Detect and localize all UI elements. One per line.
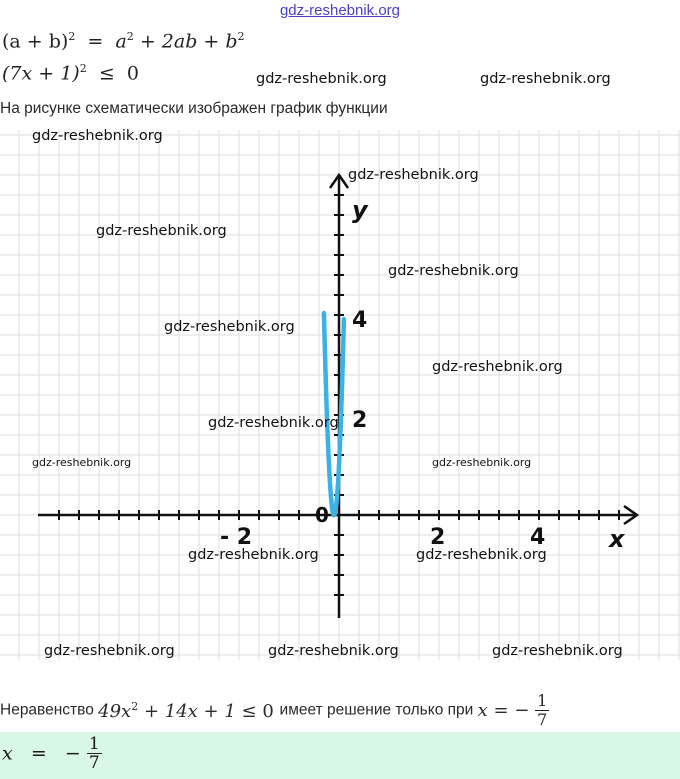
y-axis-label: y xyxy=(352,196,368,224)
formula-1-rhs-b-exp: 2 xyxy=(237,30,245,43)
answer-box xyxy=(0,732,680,779)
formula-1-lhs-exp: 2 xyxy=(68,30,76,43)
answer-eq: = xyxy=(30,742,47,765)
answer-sign: − xyxy=(64,742,81,765)
watermark: gdz-reshebnik.org xyxy=(96,223,227,239)
watermark: gdz-reshebnik.org xyxy=(208,415,339,431)
formula-1-rhs-a-exp: 2 xyxy=(126,30,134,43)
site-header-link[interactable]: gdz-reshebnik.org xyxy=(279,2,401,19)
watermark: gdz-reshebnik.org xyxy=(32,128,163,144)
watermark: gdz-reshebnik.org xyxy=(32,456,132,469)
x-axis-label: x xyxy=(609,525,625,553)
formula-2-rhs: 0 xyxy=(126,62,139,85)
parabola-curve xyxy=(324,313,344,515)
watermark: gdz-reshebnik.org xyxy=(188,547,319,563)
watermark: gdz-reshebnik.org xyxy=(348,167,479,183)
conclusion-middle: имеет решение только при xyxy=(279,701,474,719)
watermark: gdz-reshebnik.org xyxy=(164,319,295,335)
formula-1-rhs-a: a xyxy=(115,30,127,53)
watermark: gdz-reshebnik.org xyxy=(256,71,387,87)
conclusion-rhs: 0 xyxy=(262,700,274,722)
y-tick-label-4: 4 xyxy=(352,308,368,333)
answer-fraction xyxy=(87,735,102,772)
conclusion-numerator: 1 xyxy=(537,691,548,710)
watermark: gdz-reshebnik.org xyxy=(388,263,519,279)
formula-2-lhs: (7x + 1) xyxy=(2,62,80,85)
watermark: gdz-reshebnik.org xyxy=(44,643,175,659)
conclusion-sign: − xyxy=(514,700,530,721)
y-tick-label-2: 2 xyxy=(352,408,368,433)
x-tick-label-minus-2: - 2 xyxy=(220,525,253,550)
formula-1-lhs: (a + b) xyxy=(2,30,69,53)
conclusion-expr-rest: + 14x + 1 xyxy=(143,700,236,722)
function-graph xyxy=(0,130,680,660)
formula-inequality xyxy=(2,62,139,84)
watermark: gdz-reshebnik.org xyxy=(492,643,623,659)
conclusion-prefix: Неравенство xyxy=(0,701,94,719)
conclusion-denominator: 7 xyxy=(537,710,548,729)
watermark: gdz-reshebnik.org xyxy=(480,71,611,87)
conclusion-eq: = xyxy=(493,700,509,721)
intro-text: На рисунке схематически изображен график функции xyxy=(0,100,388,117)
watermark: gdz-reshebnik.org xyxy=(432,359,563,375)
formula-2-rel: ≤ xyxy=(98,62,115,85)
answer-numerator: 1 xyxy=(88,734,100,754)
x-tick-label-4: 4 xyxy=(530,525,546,550)
formula-2-lhs-exp: 2 xyxy=(79,62,87,75)
formula-1-rel: = xyxy=(87,30,104,53)
conclusion-expr-a: 49x xyxy=(98,700,132,722)
conclusion-var: x xyxy=(477,700,488,721)
answer-var: x xyxy=(2,742,13,765)
conclusion-fraction xyxy=(535,692,549,729)
formula-1-rhs-mid: + 2ab + b xyxy=(139,30,238,53)
conclusion-expr-a-exp: 2 xyxy=(131,699,139,713)
watermark: gdz-reshebnik.org xyxy=(268,643,399,659)
answer-denominator: 7 xyxy=(88,753,100,773)
conclusion-text xyxy=(0,692,549,729)
graph-axes xyxy=(38,175,637,618)
watermark: gdz-reshebnik.org xyxy=(432,456,532,469)
x-tick-label-0: 0 xyxy=(315,503,329,527)
x-tick-label-2: 2 xyxy=(430,525,446,550)
watermark: gdz-reshebnik.org xyxy=(416,547,547,563)
conclusion-rel: ≤ xyxy=(241,700,257,722)
formula-square-of-sum xyxy=(2,30,245,52)
